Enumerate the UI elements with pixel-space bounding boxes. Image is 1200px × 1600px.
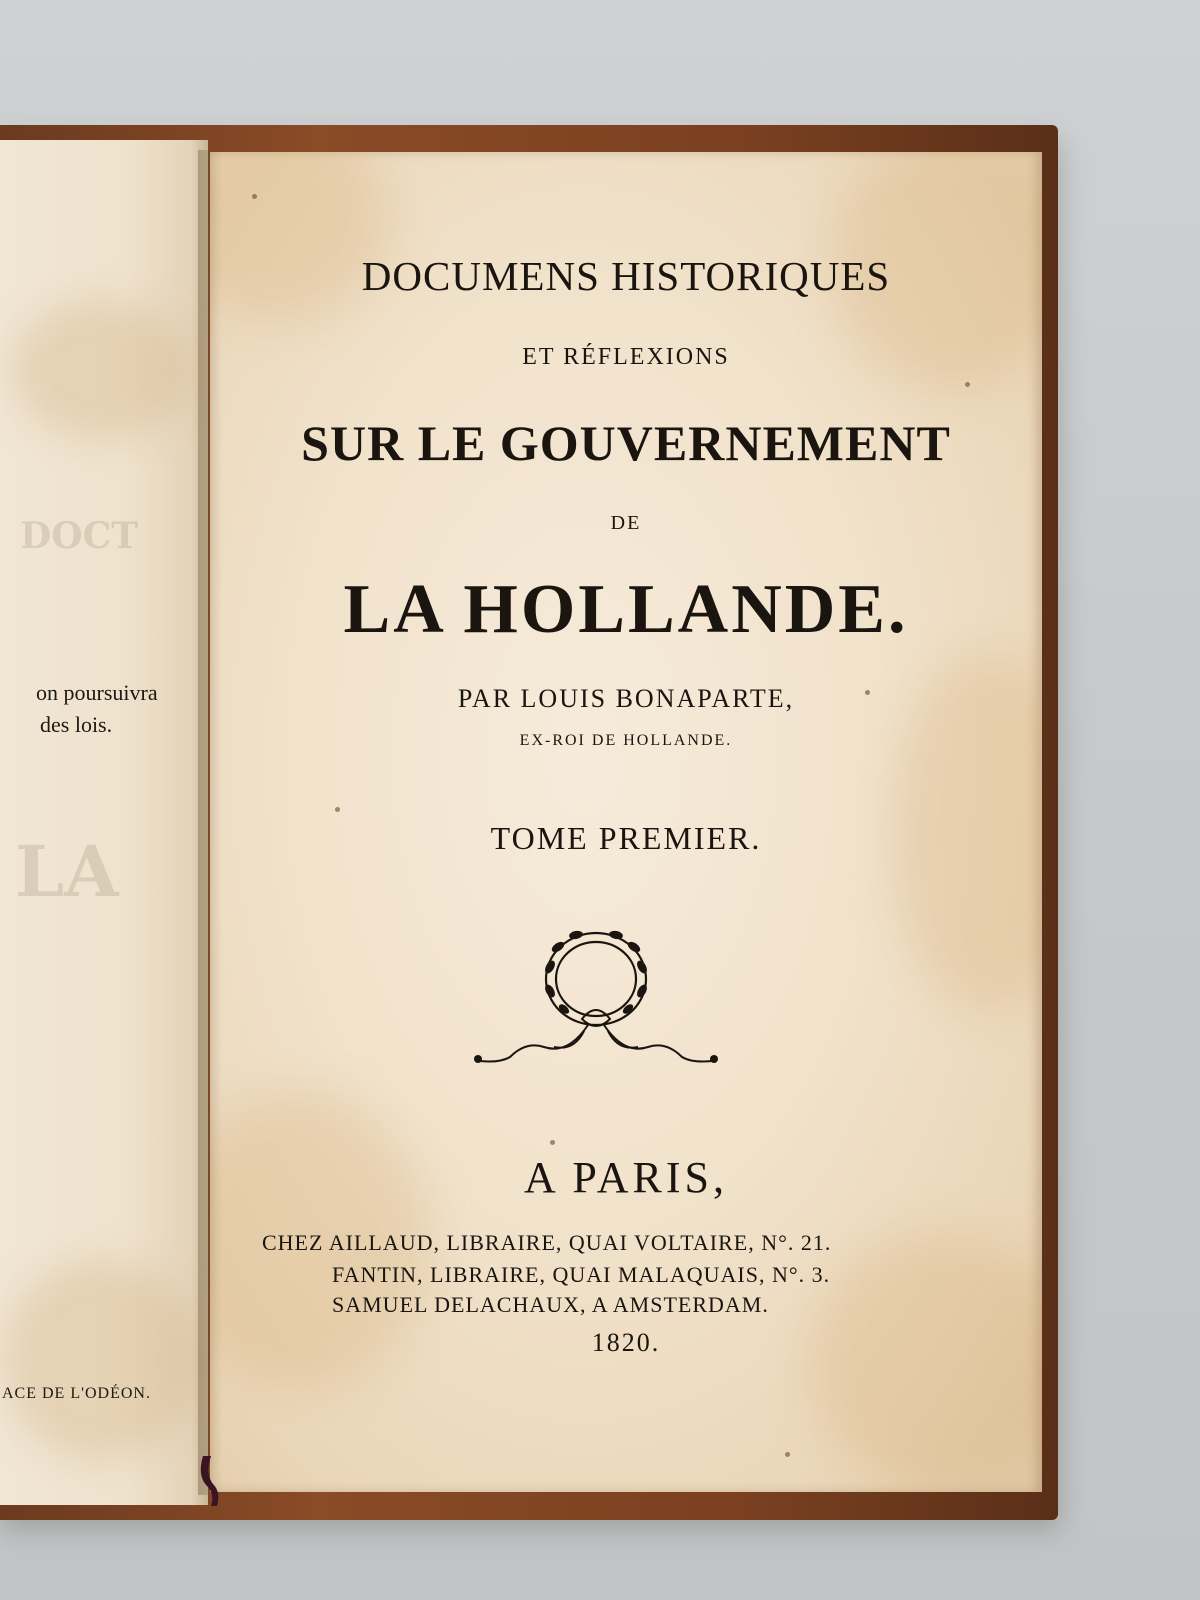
wreath-with-ribbon-ornament-icon bbox=[466, 927, 726, 1077]
left-page-footer: ACE DE L'ODÉON. bbox=[2, 1385, 151, 1402]
title-page bbox=[210, 152, 1042, 1492]
volume-line: TOME PREMIER. bbox=[490, 820, 762, 856]
title-line-3: SUR LE GOUVERNEMENT bbox=[301, 415, 951, 471]
place-line: A PARIS, bbox=[523, 1153, 729, 1202]
author-line: PAR LOUIS BONAPARTE, bbox=[457, 684, 795, 713]
show-through-text: LA bbox=[15, 830, 119, 913]
left-page-line: on poursuivra bbox=[36, 680, 158, 705]
show-through-text: DOCT bbox=[20, 515, 139, 557]
title-line-5: LA HOLLANDE. bbox=[343, 571, 909, 648]
title-line-1: DOCUMENS HISTORIQUES bbox=[361, 253, 891, 299]
title-line-4: DE bbox=[610, 512, 642, 534]
publication-year: 1820. bbox=[591, 1328, 661, 1357]
left-page-line: des lois. bbox=[40, 712, 113, 737]
publisher-line-1: CHEZ AILLAUD, LIBRAIRE, QUAI VOLTAIRE, N°. 21. bbox=[262, 1230, 832, 1255]
book-gutter bbox=[198, 150, 222, 1495]
title-line-2: ET RÉFLEXIONS bbox=[522, 344, 730, 370]
left-page bbox=[0, 140, 208, 1505]
publisher-line-2: FANTIN, LIBRAIRE, QUAI MALAQUAIS, N°. 3. bbox=[332, 1262, 831, 1287]
bookmark-ribbon-icon bbox=[195, 1456, 225, 1506]
publisher-line-3: SAMUEL DELACHAUX, A AMSTERDAM. bbox=[332, 1292, 769, 1317]
author-title-line: EX-ROI DE HOLLANDE. bbox=[519, 732, 733, 749]
